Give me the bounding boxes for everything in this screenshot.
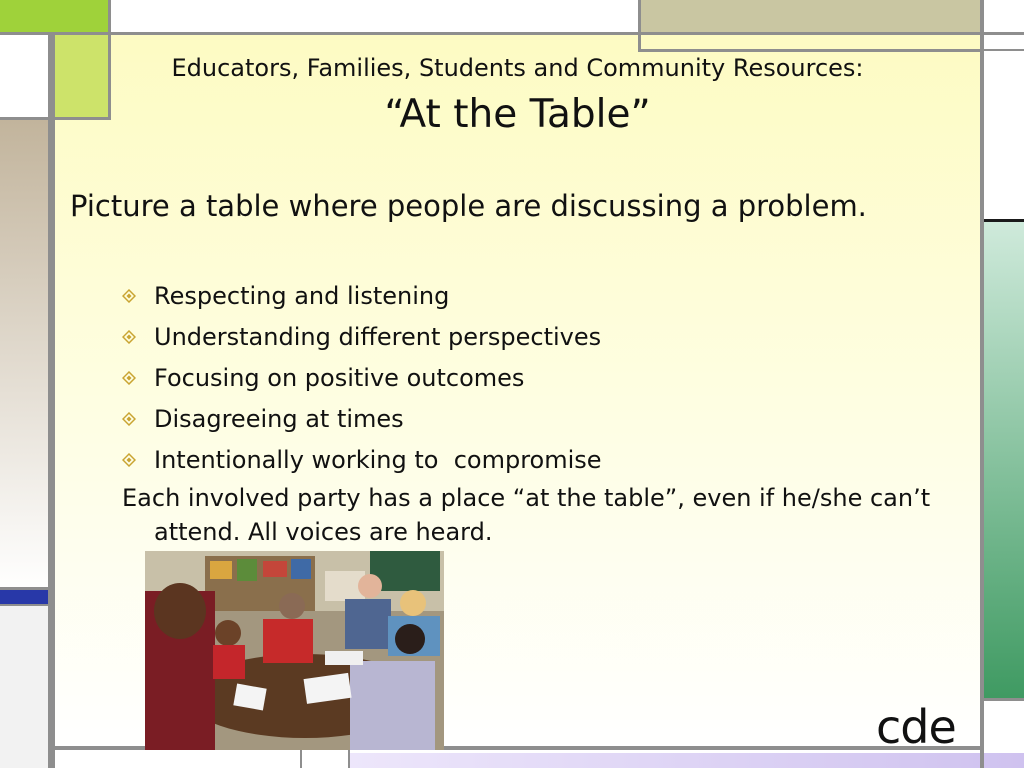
diamond-bullet-icon	[122, 330, 154, 344]
frame-line	[0, 587, 48, 590]
right-green-gradient-bar	[984, 222, 1024, 698]
frame-line	[984, 698, 1024, 701]
frame-line-dark	[984, 219, 1024, 222]
left-tan-gradient-bar	[0, 120, 48, 590]
left-lower-gray-panel	[0, 605, 48, 768]
frame-line	[48, 35, 55, 768]
diamond-bullet-icon	[122, 453, 154, 467]
list-item	[122, 398, 602, 439]
frame-line	[0, 32, 1024, 35]
frame-line	[300, 750, 302, 768]
diamond-bullet-icon	[122, 289, 154, 303]
bullet-list	[122, 275, 602, 480]
bullet-text: Understanding different perspectives	[154, 322, 602, 351]
top-khaki-block	[641, 0, 980, 34]
classroom-meeting-photo	[145, 551, 444, 750]
diamond-bullet-icon	[122, 371, 154, 385]
left-blue-block	[0, 590, 48, 604]
list-item	[122, 275, 602, 316]
slide-subtitle: Educators, Families, Students and Community Resources:	[171, 54, 864, 82]
frame-line	[980, 0, 984, 768]
lead-paragraph: Picture a table where people are discussing a problem.	[70, 189, 867, 223]
slide-title: “At the Table”	[384, 92, 651, 137]
list-item	[122, 316, 602, 357]
bullet-text: Intentionally working to compromise	[154, 445, 602, 474]
note-paragraph: Each involved party has a place “at the table”, even if he/she can’t attend. All voices are heard.	[122, 484, 931, 546]
top-left-lime-block	[0, 0, 110, 32]
bullet-text: Disagreeing at times	[154, 404, 404, 433]
bottom-lavender-bar	[350, 753, 1024, 768]
diamond-bullet-icon	[122, 412, 154, 426]
list-item	[122, 439, 602, 480]
frame-line	[0, 604, 48, 606]
list-item	[122, 357, 602, 398]
frame-line	[984, 49, 1024, 51]
bullet-text: Respecting and listening	[154, 281, 450, 310]
bullet-text: Focusing on positive outcomes	[154, 363, 525, 392]
frame-line	[348, 750, 350, 768]
cde-logo: cde	[876, 700, 956, 754]
frame-line	[638, 0, 641, 52]
frame-line	[638, 49, 980, 52]
